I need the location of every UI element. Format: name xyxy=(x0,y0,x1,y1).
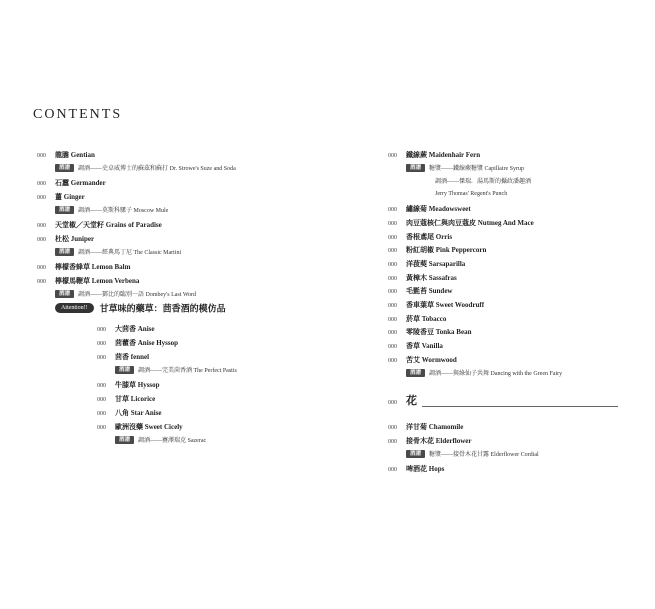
entry-title: 龍膽 Gentian xyxy=(55,151,95,159)
toc-entry[interactable] xyxy=(37,262,130,273)
page-number: 000 xyxy=(388,289,397,295)
toc-entry[interactable] xyxy=(55,289,196,300)
toc-entry[interactable] xyxy=(406,163,524,174)
recipe-badge: 酒譜 xyxy=(55,290,74,298)
recipe-title: 調酒——鄧比的臨別一語 Dombey's Last Word xyxy=(78,292,196,298)
entry-title: 天堂椒／天堂籽 Grains of Paradise xyxy=(55,221,162,229)
entry-title: 啤酒花 Hops xyxy=(406,465,445,473)
toc-entry[interactable] xyxy=(435,188,507,199)
recipe-badge: 酒譜 xyxy=(406,164,425,172)
toc-entry[interactable] xyxy=(97,394,155,405)
toc-entry[interactable] xyxy=(97,324,154,335)
entry-title: 肉豆蔻核仁與肉豆蔻皮 Nutmeg And Mace xyxy=(406,219,534,227)
entry-title: 鐵線蕨 Maidenhair Fern xyxy=(406,151,481,159)
toc-entry[interactable] xyxy=(388,245,486,256)
recipe-title: 調酒——賽澤瑞克 Sazerac xyxy=(138,438,207,444)
toc-entry[interactable] xyxy=(37,220,162,231)
entry-title: 菸草 Tobacco xyxy=(406,315,447,323)
entry-title: 薑 Ginger xyxy=(55,193,85,201)
entry-title: 黃樟木 Sassafras xyxy=(406,274,457,282)
page-number: 000 xyxy=(97,355,106,361)
toc-entry[interactable] xyxy=(388,396,417,408)
page-number: 000 xyxy=(37,279,46,285)
toc-entry[interactable] xyxy=(388,422,463,433)
toc-entry[interactable] xyxy=(55,163,236,174)
toc-entry[interactable] xyxy=(388,436,472,447)
entry-title: 檸檬馬鞭草 Lemon Verbena xyxy=(55,277,140,285)
page-number: 000 xyxy=(37,223,46,229)
entry-title: 洋甘菊 Chamomile xyxy=(406,423,464,431)
page-title: CONTENTS xyxy=(33,107,123,122)
toc-entry[interactable] xyxy=(388,355,457,366)
recipe-title: 調酒——傑瑞．湯馬斯的攝政潘趣酒 xyxy=(435,179,532,185)
toc-entry[interactable] xyxy=(37,276,139,287)
entry-title: 大茴香 Anise xyxy=(115,325,155,333)
toc-entry[interactable] xyxy=(37,150,95,161)
toc-entry[interactable] xyxy=(388,327,471,338)
entry-title: 香草 Vanilla xyxy=(406,342,443,350)
entry-title: 接骨木花 Elderflower xyxy=(406,437,472,445)
entry-title: 甘草 Licorice xyxy=(115,395,156,403)
toc-entry[interactable] xyxy=(97,380,160,391)
page-number: 000 xyxy=(388,330,397,336)
page-number: 000 xyxy=(388,221,397,227)
entry-title: 粉紅胡椒 Pink Peppercorn xyxy=(406,246,487,254)
page-number: 000 xyxy=(97,383,106,389)
page-number: 000 xyxy=(388,439,397,445)
page-number: 000 xyxy=(97,341,106,347)
toc-entry[interactable] xyxy=(55,205,168,216)
recipe-badge: 酒譜 xyxy=(406,369,425,377)
toc-entry[interactable] xyxy=(97,338,178,349)
page-number: 000 xyxy=(388,276,397,282)
section-heading: 花 xyxy=(406,395,417,407)
entry-title: 檸檬香蜂草 Lemon Balm xyxy=(55,263,131,271)
recipe-title: 調酒——經典馬丁尼 The Classic Martini xyxy=(78,250,182,256)
toc-entry[interactable] xyxy=(388,259,465,270)
entry-title: 石蠶 Germander xyxy=(55,179,106,187)
toc-entry[interactable] xyxy=(115,365,237,376)
page-number: 000 xyxy=(37,265,46,271)
recipe-title: 調酒——與綠仙子共舞 Dancing with the Green Fairy xyxy=(429,371,563,377)
page-number: 000 xyxy=(97,397,106,403)
toc-entry[interactable] xyxy=(388,273,457,284)
entry-title: 香車葉草 Sweet Woodruff xyxy=(406,301,485,309)
page-number: 000 xyxy=(388,344,397,350)
toc-entry[interactable] xyxy=(388,464,444,475)
page-number: 000 xyxy=(388,425,397,431)
entry-title: 牛膝草 Hyssop xyxy=(115,381,160,389)
toc-entry[interactable] xyxy=(37,178,106,189)
page-number: 000 xyxy=(388,467,397,473)
toc-entry[interactable] xyxy=(406,449,539,460)
page-number: 000 xyxy=(97,425,106,431)
toc-entry[interactable] xyxy=(97,408,162,419)
entry-title: 杜松 Juniper xyxy=(55,235,95,243)
toc-entry[interactable] xyxy=(97,352,149,363)
toc-entry[interactable] xyxy=(55,247,181,258)
recipe-title: 調酒——史卓威博士的蘇茲和蘇打 Dr. Strowe's Suze and Soda xyxy=(78,166,236,172)
entry-title: 洋菝葜 Sarsaparilla xyxy=(406,260,466,268)
section-rule xyxy=(422,406,618,407)
recipe-title: Jerry Thomas' Regent's Punch xyxy=(435,191,508,197)
toc-entry[interactable] xyxy=(388,204,471,215)
page-number: 000 xyxy=(388,317,397,323)
recipe-badge: 酒譜 xyxy=(406,450,425,458)
recipe-title: 調酒——完美茴香酒 The Perfect Pastis xyxy=(138,368,237,374)
toc-entry[interactable] xyxy=(55,303,226,313)
recipe-badge: 酒譜 xyxy=(55,248,74,256)
page-number: 000 xyxy=(37,237,46,243)
entry-title: 零陵香豆 Tonka Bean xyxy=(406,328,472,336)
attention-title: 甘草味的藥草：茴香酒的模仿品 xyxy=(99,303,226,314)
toc-entry[interactable] xyxy=(388,341,443,352)
page-number: 000 xyxy=(37,153,46,159)
page-number: 000 xyxy=(388,400,397,406)
recipe-badge: 酒譜 xyxy=(55,206,74,214)
recipe-badge: 酒譜 xyxy=(115,436,134,444)
page-number: 000 xyxy=(388,303,397,309)
toc-entry[interactable] xyxy=(388,232,452,243)
recipe-title: 糖漿——接骨木花甘露 Elderflower Cordial xyxy=(429,452,539,458)
toc-entry[interactable] xyxy=(435,176,531,187)
entry-title: 茴香 fennel xyxy=(115,353,150,361)
recipe-badge: 酒譜 xyxy=(55,164,74,172)
toc-entry[interactable] xyxy=(37,192,85,203)
toc-entry[interactable] xyxy=(388,314,446,325)
toc-entry[interactable] xyxy=(97,422,183,433)
toc-entry[interactable] xyxy=(406,368,562,379)
page-number: 000 xyxy=(388,358,397,364)
page-number: 000 xyxy=(37,181,46,187)
entry-title: 八角 Star Anise xyxy=(115,409,162,417)
entry-title: 苦艾 Wormwood xyxy=(406,356,457,364)
toc-entry[interactable] xyxy=(388,300,484,311)
page-number: 000 xyxy=(388,207,397,213)
entry-title: 歐洲沒藥 Sweet Cicely xyxy=(115,423,183,431)
toc-entry[interactable] xyxy=(115,435,206,446)
page-number: 000 xyxy=(388,248,397,254)
entry-title: 香根鳶尾 Orris xyxy=(406,233,453,241)
page-number: 000 xyxy=(388,235,397,241)
page-number: 000 xyxy=(37,195,46,201)
entry-title: 毛氈苔 Sundew xyxy=(406,287,453,295)
toc-entry[interactable] xyxy=(388,218,534,229)
page-number: 000 xyxy=(388,153,397,159)
page-number: 000 xyxy=(97,411,106,417)
entry-title: 繡線菊 Meadowsweet xyxy=(406,205,471,213)
page-number: 000 xyxy=(97,327,106,333)
recipe-title: 糖漿——鐵線蕨糖漿 Capillaire Syrup xyxy=(429,166,525,172)
attention-badge: Attention!! xyxy=(55,303,94,313)
recipe-title: 調酒——莫斯科騾子 Moscow Mule xyxy=(78,208,169,214)
entry-title: 茴藿香 Anise Hyssop xyxy=(115,339,179,347)
toc-entry[interactable] xyxy=(388,150,480,161)
page-number: 000 xyxy=(388,262,397,268)
toc-entry[interactable] xyxy=(388,286,452,297)
recipe-badge: 酒譜 xyxy=(115,366,134,374)
toc-entry[interactable] xyxy=(37,234,94,245)
